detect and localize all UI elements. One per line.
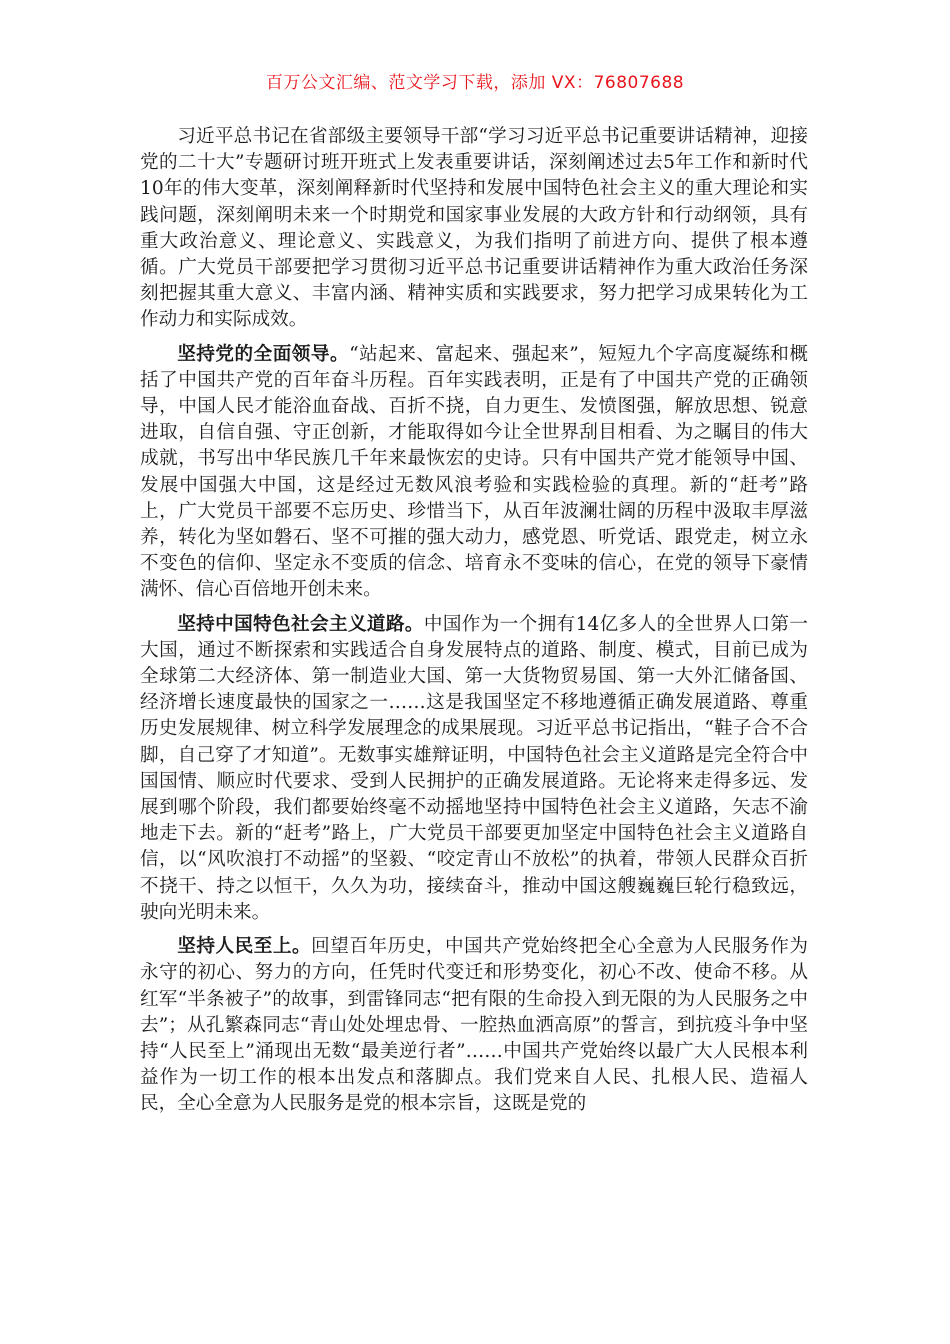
section-paragraph [140,612,808,926]
section-body: “站起来、富起来、强起来”，短短九个字高度凝练和概括了中国共产党的百年奋斗历程。百年实践表明，正是有了中国共产党的正确领导，中国人民才能浴血奋战、百折不挠，自力更生、发愤图强，解放思想、锐意进取，自信自强、守正创新，才能取得如今让全世界刮目相看、为之瞩目的伟大成就，书写出中华民族几千年来最恢宏的史诗。只有中国共产党才能领导中国、发展中国强大中国，这是经过无数风浪考验和实践检验的真理。新的“赶考”路上，广大党员干部要不忘历史、珍惜当下，从百年波澜壮阔的历程中汲取丰厚滋养，转化为坚如磐石、坚不可摧的强大动力，感党恩、听党话、跟党走，树立永不变色的信仰、坚定永不变质的信念、培育永不变味的信心，在党的领导下豪情满怀、信心百倍地开创未来。 [140,343,808,601]
section-body: 回望百年历史，中国共产党始终把全心全意为人民服务作为永守的初心、努力的方向，任凭时代变迁和形势变化，初心不改、使命不移。从红军“半条被子”的故事，到雷锋同志“把有限的生命投入到无限的为人民服务之中去”；从孔繁森同志“青山处处埋忠骨、一腔热血洒高原”的誓言，到抗疫斗争中坚持“人民至上”涌现出无数“最美逆行者”……中国共产党始终以最广大人民根本利益作为一切工作的根本出发点和落脚点。我们党来自人民、扎根人民、造福人民，全心全意为人民服务是党的根本宗旨，这既是党的 [140,936,808,1115]
section-paragraph [140,342,808,604]
section-heading: 坚持人民至上。 [177,936,312,958]
section-heading: 坚持中国特色社会主义道路。 [177,613,424,635]
intro-paragraph: 习近平总书记在省部级主要领导干部“学习习近平总书记重要讲话精神，迎接党的二十大”专题研讨班开班式上发表重要讲话，深刻阐述过去5年工作和新时代10年的伟大变革，深刻阐释新时代坚持和发展中国特色社会主义的重大理论和实践问题，深刻阐明未来一个时期党和国家事业发展的大政方针和行动纲领，具有重大政治意义、理论意义、实践意义，为我们指明了前进方向、提供了根本遵循。广大党员干部要把学习贯彻习近平总书记重要讲话精神作为重大政治任务深刻把握其重大意义、丰富内涵、精神实质和实践要求，努力把学习成果转化为工作动力和实际成效。 [140,126,808,331]
section-body: 中国作为一个拥有14亿多人的全世界人口第一大国，通过不断探索和实践适合自身发展特点的道路、制度、模式，目前已成为全球第二大经济体、第一制造业大国、第一大货物贸易国、第一大外汇储备国、经济增长速度最快的国家之一……这是我国坚定不移地遵循正确发展道路、尊重历史发展规律、树立科学发展理念的成果展现。习近平总书记指出，“鞋子合不合脚，自己穿了才知道”。无数事实雄辩证明，中国特色社会主义道路是完全符合中国国情、顺应时代要求、受到人民拥护的正确发展道路。无论将来走得多远、发展到哪个阶段，我们都要始终毫不动摇地坚持中国特色社会主义道路，矢志不渝地走下去。新的“赶考”路上，广大党员干部要更加坚定中国特色社会主义道路自信，以“风吹浪打不动摇”的坚毅、“咬定青山不放松”的执着，带领人民群众百折不挠干、持之以恒干，久久为功，接续奋斗，推动中国这艘巍巍巨轮行稳致远，驶向光明未来。 [140,613,808,923]
section-heading: 坚持党的全面领导。 [177,343,350,365]
section-paragraph [140,934,808,1117]
document-body [140,124,808,1126]
watermark-header: 百万公文汇编、范文学习下载，添加 VX：76807688 [265,73,685,93]
